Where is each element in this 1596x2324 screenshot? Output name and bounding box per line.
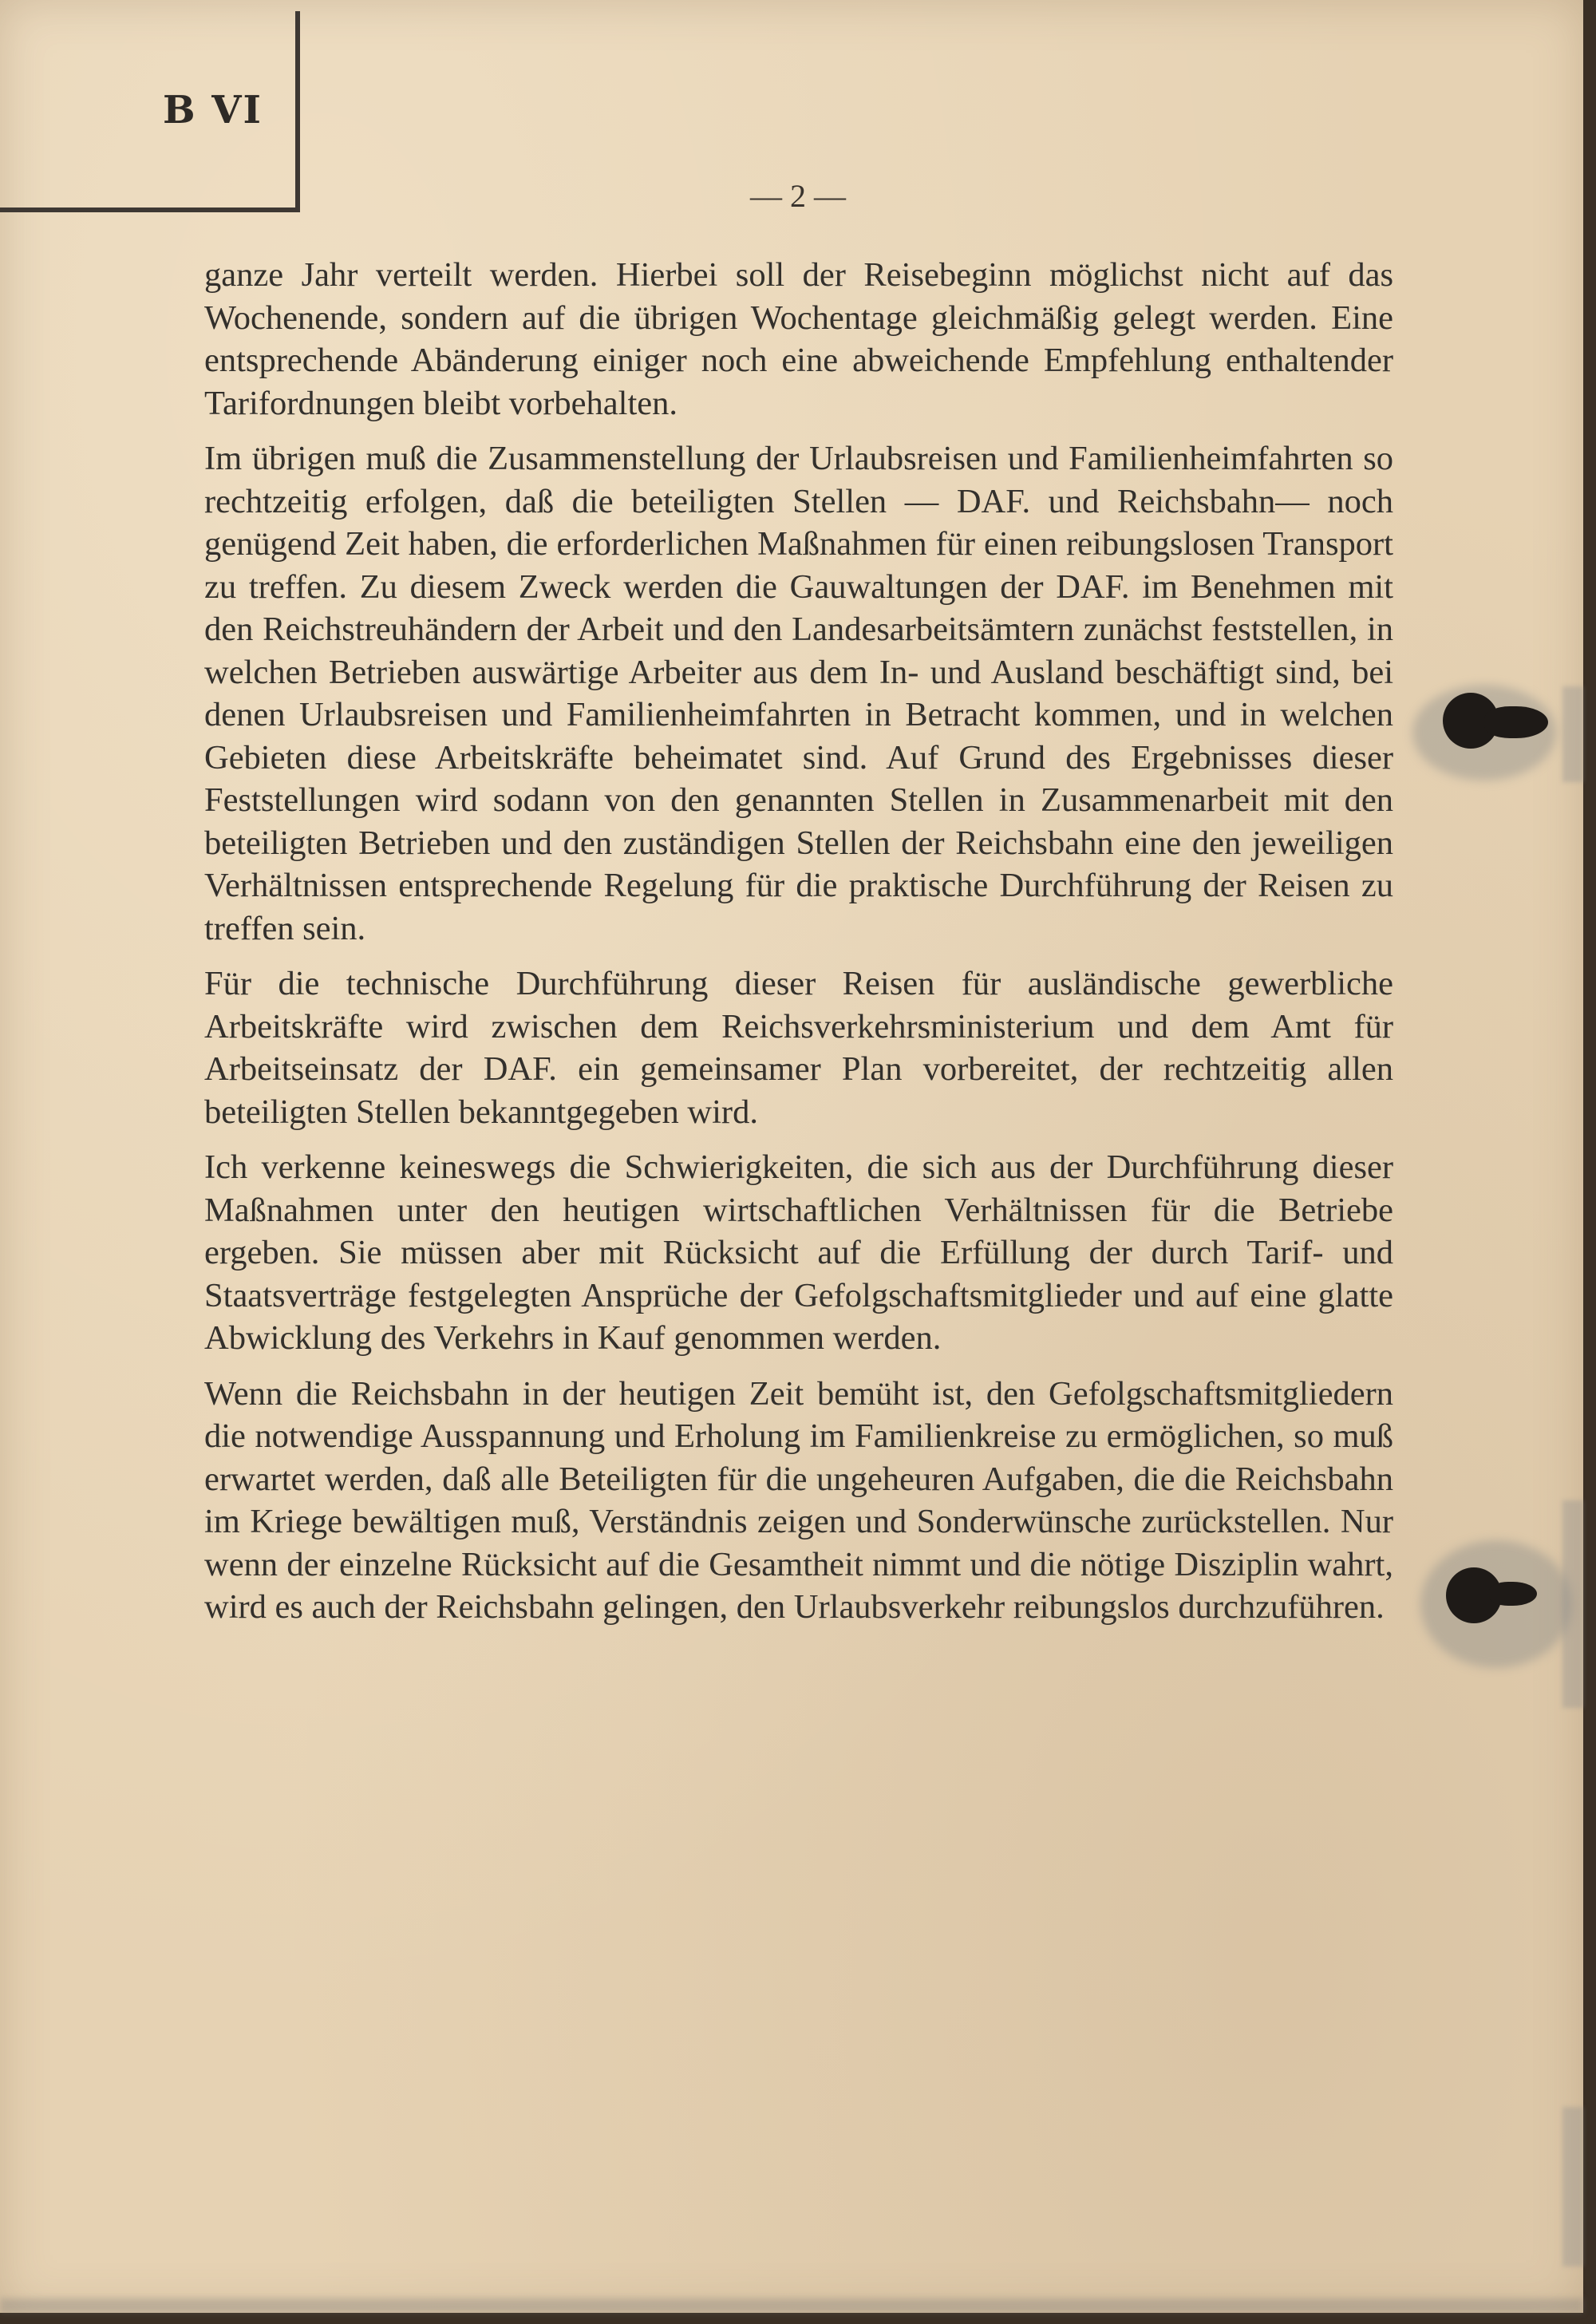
paragraph-3: Für die technische Durchführung dieser Reisen für ausländische gewerbliche Arbeitskräfte wird zwischen dem Reichsverkehrsministerium und dem Amt für Arbeitseinsatz der DAF. ein gemeinsamer Plan vorbereitet, der rechtzeitig allen beteiligten Stellen bekanntgegeben wird.: [204, 965, 1393, 1131]
bottom-edge-wear: [0, 2298, 1583, 2313]
page-number: — 2 —: [750, 178, 846, 214]
punch-hole-upper-tail-icon: [1484, 706, 1548, 738]
edge-wear-middle: [1562, 1500, 1583, 1708]
edge-wear-top: [1562, 686, 1583, 782]
paragraph-4: Ich verkenne keineswegs die Schwierigkeiten, die sich aus der Durchführung dieser Maßnahmen unter den heutigen wirtschaftlichen Verhältnissen für die Betriebe ergeben. Sie müssen aber mit Rücksicht auf die Erfüllung der durch Tarif- und Staatsverträge festgelegten Ansprüche der Gefolgschaftsmitglieder und auf eine glatte Abwicklung des Verkehrs in Kauf genommen werden.: [204, 1148, 1393, 1357]
edge-wear-bottom: [1562, 2107, 1583, 2267]
paragraph-5: Wenn die Reichsbahn in der heutigen Zeit bemüht ist, den Gefolgschaftsmitgliedern die notwendige Ausspannung und Erholung im Familienkreise zu ermöglichen, so muß erwartet werden, daß alle Beteiligten für die ungeheuren Aufgaben, die die Reichsbahn im Kriege bewältigen muß, Verständnis zeigen und Sonderwünsche zurückstellen. Nur wenn der einzelne Rücksicht auf die Gesamtheit nimmt und die nötige Disziplin wahrt, wird es auch der Reichsbahn gelingen, den Urlaubsverkehr reibungslos durchzuführen.: [204, 1374, 1393, 1626]
paragraph-2: Im übrigen muß die Zusammenstellung der Urlaubsreisen und Familienheimfahrten so rechtzeitig erfolgen, daß die beteiligten Stellen — DAF. und Reichsbahn— noch genügend Zeit haben, die erforderlichen Maßnahmen für einen reibungslosen Transport zu treffen. Zu diesem Zweck werden die Gauwaltungen der DAF. im Benehmen mit den Reichstreuhändern der Arbeit und den Landesarbeitsämtern zunächst feststellen, in welchen Betrieben auswärtige Arbeiter aus dem In- und Ausland beschäftigt sind, bei denen Urlaubsreisen und Familienheimfahrten in Betracht kommen, und in welchen Gebieten diese Arbeitskräfte beheimatet sind. Auf Grund des Ergebnisses dieser Feststellungen wird sodann von den genannten Stellen in Zusammenarbeit mit den beteiligten Betrieben und den zuständigen Stellen der Reichsbahn eine den jeweiligen Verhältnissen entsprechende Regelung für die praktische Durchführung der Reisen zu treffen sein.: [204, 440, 1393, 947]
paragraph-1: ganze Jahr verteilt werden. Hierbei soll der Reisebeginn möglichst nicht auf das Wochenende, sondern auf die übrigen Wochentage gleichmäßig gelegt werden. Eine entsprechende Abänderung einiger noch eine abweichende Empfehlung enthaltender Tarifordnungen bleibt vorbehalten.: [204, 256, 1393, 422]
punch-hole-lower-tail-icon: [1489, 1582, 1537, 1606]
section-label: B VI: [163, 88, 263, 132]
body-text: [204, 254, 1393, 1642]
